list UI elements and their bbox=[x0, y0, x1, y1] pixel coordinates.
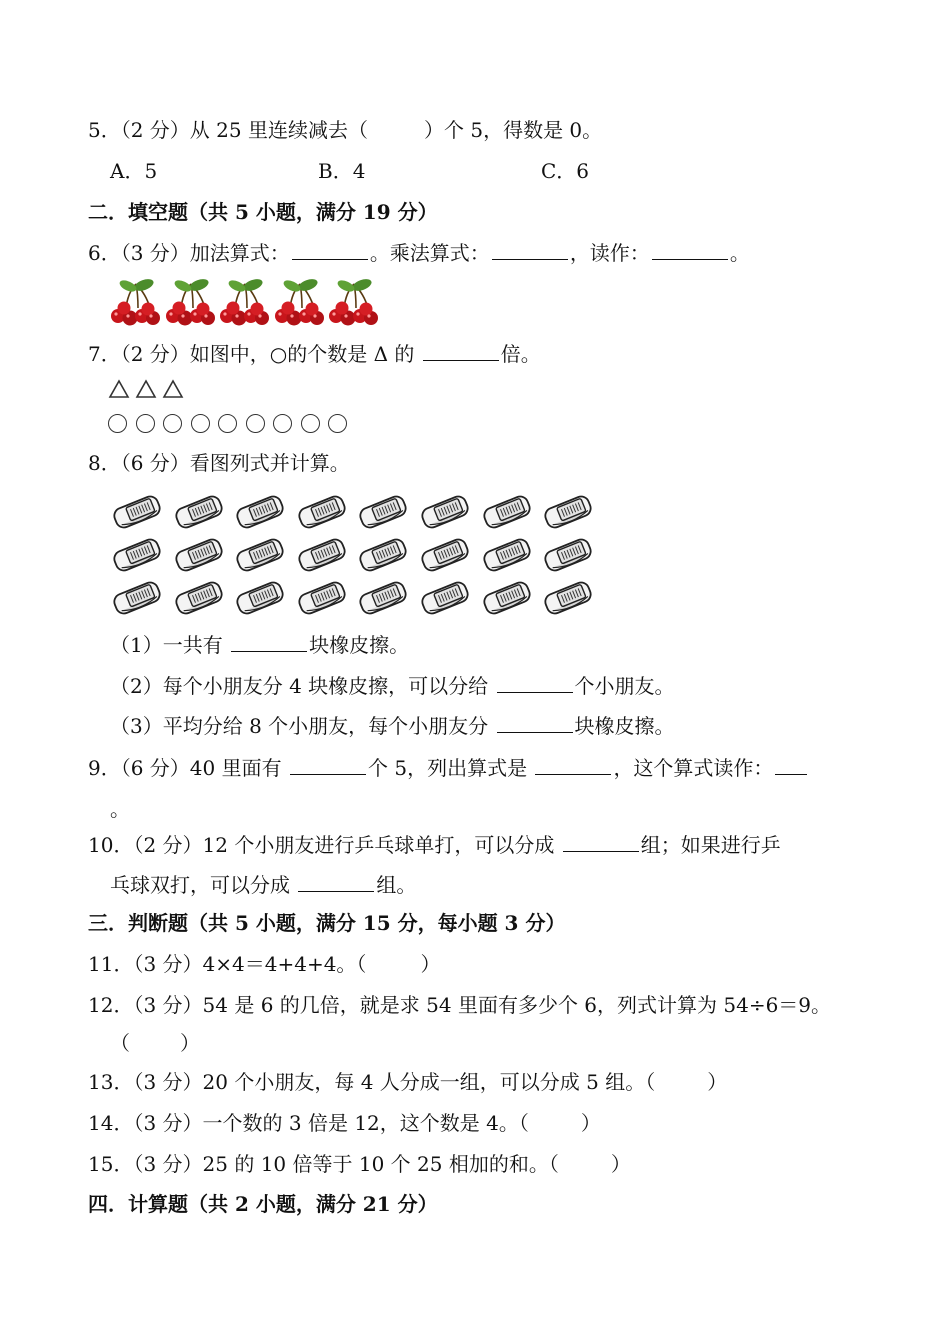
q8-sub-2: （2）每个小朋友分 4 块橡皮擦，可以分给 个小朋友。 bbox=[110, 674, 675, 698]
eraser-icon bbox=[356, 578, 410, 618]
q6-blank-reading[interactable] bbox=[652, 241, 728, 260]
question-14: 14．（3 分）一个数的 3 倍是 12，这个数是 4。（ ） bbox=[88, 1111, 601, 1135]
eraser-icon bbox=[233, 492, 287, 532]
question-10: 10．（2 分）12 个小朋友进行乒乓球单打，可以分成 组；如果进行乒 bbox=[88, 833, 781, 857]
circle-icon bbox=[191, 414, 210, 433]
eraser-icon bbox=[418, 578, 472, 618]
q6-blank-multiplication[interactable] bbox=[492, 241, 568, 260]
circle-icon bbox=[163, 414, 182, 433]
eraser-icon bbox=[356, 535, 410, 575]
circle-icon bbox=[246, 414, 265, 433]
eraser-icon bbox=[295, 535, 349, 575]
q7-triangle-row bbox=[108, 378, 189, 400]
eraser-icon bbox=[110, 492, 164, 532]
question-15: 15．（3 分）25 的 10 倍等于 10 个 25 相加的和。（ ） bbox=[88, 1152, 631, 1176]
q9-blank-2[interactable] bbox=[535, 756, 611, 775]
q6-blank-addition[interactable] bbox=[292, 241, 368, 260]
cherry-icon bbox=[217, 278, 271, 328]
question-9: 9．（6 分）40 里面有 个 5，列出算式是 ，这个算式读作： bbox=[88, 755, 809, 781]
eraser-icon bbox=[418, 535, 472, 575]
section-3-heading: 三．判断题（共 5 小题，满分 15 分，每小题 3 分） bbox=[88, 911, 566, 935]
question-13: 13．（3 分）20 个小朋友，每 4 人分成一组，可以分成 5 组。（ ） bbox=[88, 1070, 728, 1094]
cherry-icon bbox=[163, 278, 217, 328]
eraser-icon bbox=[172, 535, 226, 575]
q5-option-a[interactable]: A．5 bbox=[110, 159, 158, 183]
question-7: 7．（2 分）如图中，○的个数是 Δ 的 倍。 bbox=[88, 342, 541, 366]
eraser-icon bbox=[295, 492, 349, 532]
eraser-icon bbox=[233, 535, 287, 575]
q7-circle-row bbox=[108, 414, 356, 433]
question-6: 6．（3 分）加法算式： 。乘法算式： ，读作： 。 bbox=[88, 241, 750, 265]
circle-icon bbox=[328, 414, 347, 433]
triangle-icon bbox=[162, 378, 184, 400]
section-2-heading: 二．填空题（共 5 小题，满分 19 分） bbox=[88, 200, 438, 224]
cherry-icon bbox=[108, 278, 162, 328]
eraser-icon bbox=[480, 535, 534, 575]
circle-icon bbox=[273, 414, 292, 433]
q9-blank-1[interactable] bbox=[290, 756, 366, 775]
circle-icon bbox=[218, 414, 237, 433]
q8-sub-3: （3）平均分给 8 个小朋友，每个小朋友分 块橡皮擦。 bbox=[110, 714, 675, 738]
eraser-icon bbox=[295, 578, 349, 618]
eraser-icon bbox=[172, 492, 226, 532]
q10-blank-1[interactable] bbox=[563, 833, 639, 852]
eraser-icon bbox=[110, 535, 164, 575]
eraser-icon bbox=[233, 578, 287, 618]
eraser-icon bbox=[541, 535, 595, 575]
circle-icon bbox=[136, 414, 155, 433]
q9-blank-3[interactable] bbox=[775, 756, 807, 775]
q8-sub-1: （1）一共有 块橡皮擦。 bbox=[110, 633, 410, 657]
cherry-icon bbox=[326, 278, 380, 328]
question-10-line-2: 乓球双打，可以分成 组。 bbox=[110, 873, 417, 897]
cherry-icon bbox=[272, 278, 326, 328]
q8-blank-2[interactable] bbox=[497, 674, 573, 693]
q9-end: 。 bbox=[110, 797, 130, 821]
q5-option-b[interactable]: B．4 bbox=[318, 159, 366, 183]
eraser-icon bbox=[541, 492, 595, 532]
eraser-icon bbox=[110, 578, 164, 618]
question-12: 12．（3 分）54 是 6 的几倍，就是求 54 里面有多少个 6，列式计算为 54÷6＝9。 bbox=[88, 993, 832, 1017]
q12-paren: （ ） bbox=[110, 1031, 200, 1055]
circle-icon bbox=[108, 414, 127, 433]
circle-icon bbox=[301, 414, 320, 433]
eraser-icon bbox=[172, 578, 226, 618]
section-4-heading: 四．计算题（共 2 小题，满分 21 分） bbox=[88, 1192, 438, 1216]
q5-option-c[interactable]: C．6 bbox=[541, 159, 590, 183]
triangle-icon bbox=[108, 378, 130, 400]
triangle-icon bbox=[135, 378, 157, 400]
q10-blank-2[interactable] bbox=[298, 873, 374, 892]
question-8: 8．（6 分）看图列式并计算。 bbox=[88, 451, 350, 475]
q7-blank[interactable] bbox=[423, 342, 499, 361]
q8-blank-3[interactable] bbox=[497, 714, 573, 733]
question-11: 11．（3 分）4×4＝4+4+4。（ ） bbox=[88, 952, 441, 976]
eraser-icon bbox=[480, 578, 534, 618]
question-5: 5．（2 分）从 25 里连续减去（ ）个 5，得数是 0。 bbox=[88, 118, 603, 142]
eraser-icon bbox=[541, 578, 595, 618]
eraser-icon bbox=[418, 492, 472, 532]
eraser-icon bbox=[356, 492, 410, 532]
q8-blank-1[interactable] bbox=[231, 633, 307, 652]
eraser-icon bbox=[480, 492, 534, 532]
